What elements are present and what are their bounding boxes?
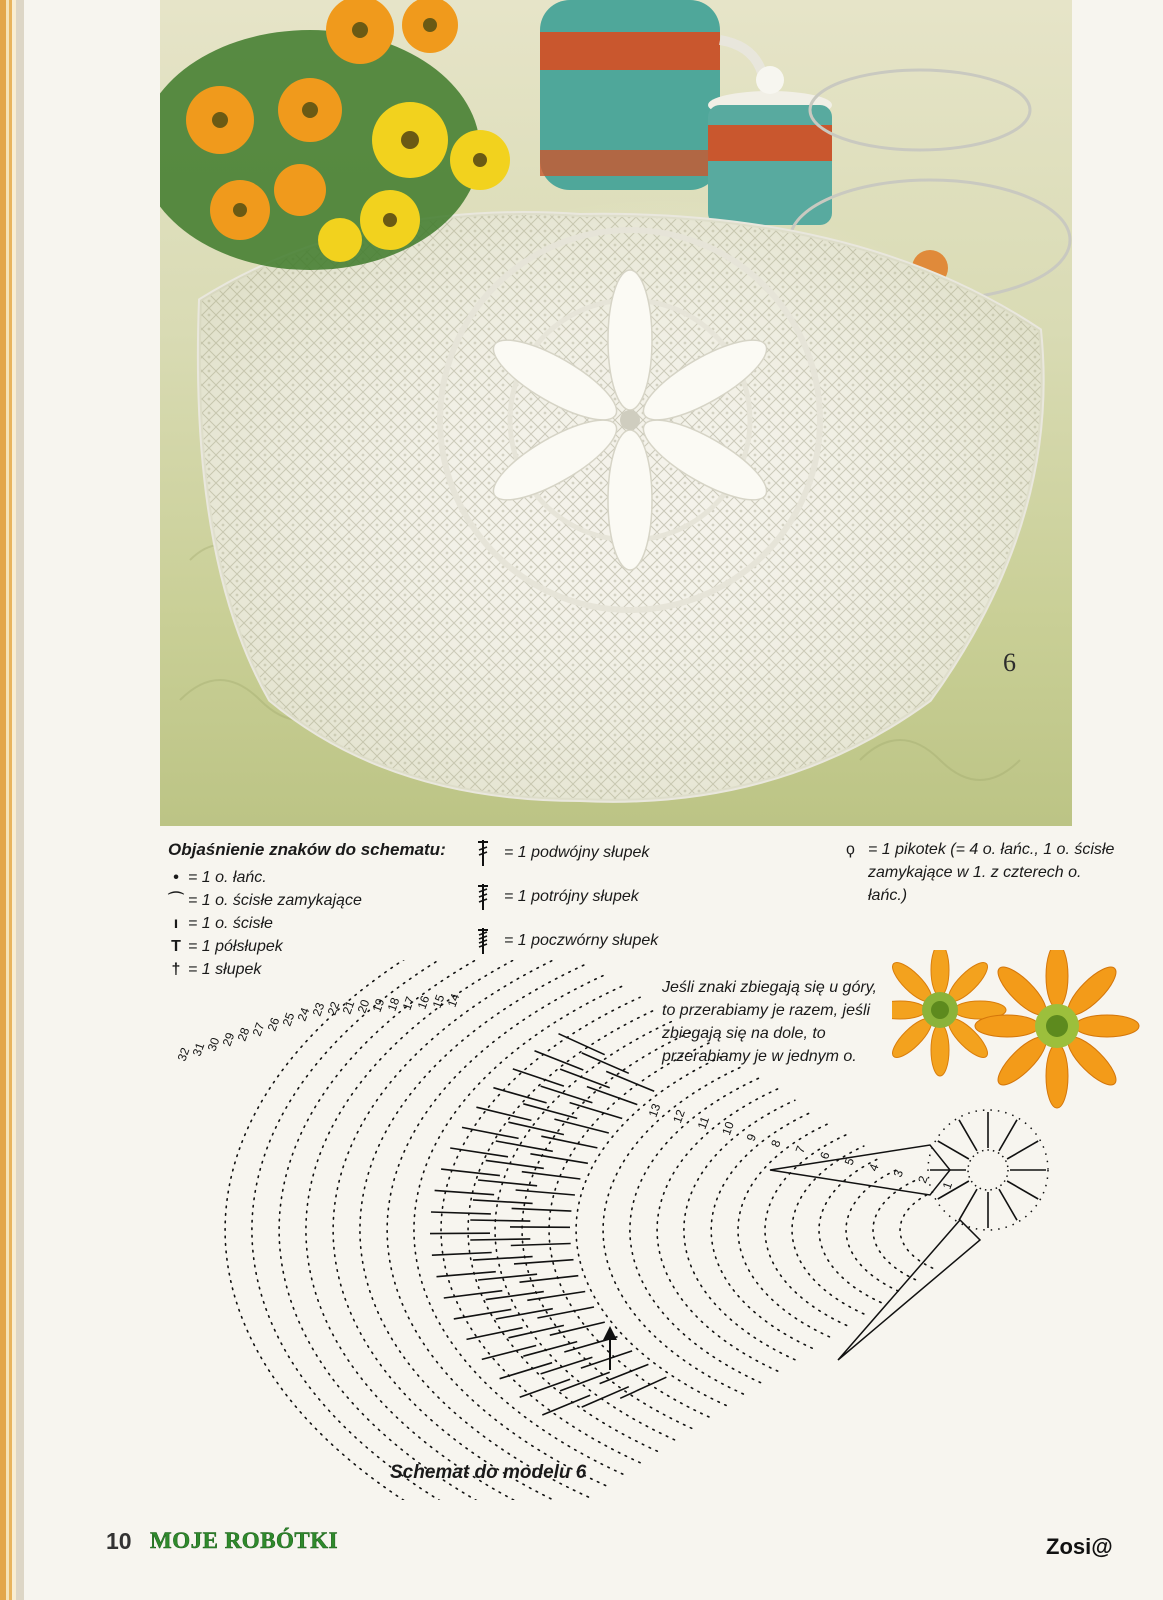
stitch-mark <box>550 1322 605 1335</box>
stitch-mark <box>432 1253 492 1256</box>
chain-arc <box>333 960 571 1500</box>
row-number: 1 <box>939 1179 956 1192</box>
stitch-mark <box>582 1053 629 1073</box>
model-number: 6 <box>1003 648 1016 677</box>
chain-arc <box>495 1020 674 1440</box>
row-number: 16 <box>414 993 433 1012</box>
legend-title: Objaśnienie znaków do schematu: <box>168 840 446 859</box>
stitch-mark <box>473 1257 533 1261</box>
half-double-crochet-icon: T <box>171 938 181 955</box>
row-number: 15 <box>429 992 448 1011</box>
crochet-chart <box>130 960 1090 1500</box>
row-number: 32 <box>174 1045 193 1064</box>
row-number: 30 <box>204 1035 223 1054</box>
chain-arc <box>846 1169 898 1291</box>
stitch-mark <box>482 1346 536 1360</box>
stitch-mark <box>1007 1141 1038 1159</box>
stitch-mark <box>462 1127 519 1138</box>
row-number: 13 <box>645 1101 664 1120</box>
legend-item: ⌒ = 1 o. ścisłe zamykające <box>168 889 362 912</box>
row-number: 5 <box>841 1155 858 1168</box>
center-motif <box>770 1110 1048 1360</box>
triple-treble-crochet-icon <box>472 926 494 956</box>
stitch-mark <box>470 1239 530 1240</box>
row-number: 4 <box>866 1161 882 1174</box>
stitch-mark <box>560 1069 610 1088</box>
stitch-mark <box>560 1372 610 1391</box>
stitch-mark <box>520 1276 579 1283</box>
row-number: 31 <box>189 1040 208 1059</box>
stitch-mark <box>493 1088 546 1103</box>
stitch-mark <box>959 1189 977 1220</box>
chain-arc <box>306 960 554 1500</box>
stitch-mark <box>467 1328 523 1340</box>
stitch-mark <box>508 1122 564 1134</box>
legend-picot: ϙ = 1 pikotek (= 4 o. łańc., 1 o. ścisłe zamykające w 1. z czterech o. łańc.) <box>846 838 1116 907</box>
stitch-mark <box>522 1172 581 1179</box>
row-number: 19 <box>369 996 388 1015</box>
stitch-mark <box>535 1051 584 1070</box>
chain-arc <box>765 1135 847 1326</box>
row-number: 24 <box>294 1005 313 1024</box>
stitch-mark <box>523 1104 577 1119</box>
stitch-mark <box>570 1103 623 1119</box>
page-edge <box>0 0 24 1600</box>
stitch-mark <box>478 1180 537 1186</box>
row-number: 29 <box>219 1030 238 1049</box>
row-number: 8 <box>768 1137 784 1150</box>
magazine-title: MOJE ROBÓTKI <box>150 1528 339 1553</box>
stitch-mark <box>606 1071 654 1091</box>
stitch-mark <box>512 1208 572 1211</box>
legend-item: = 1 podwójny słupek <box>472 838 658 868</box>
stitch-mark <box>541 1086 593 1103</box>
start-arrow-icon <box>603 1326 617 1370</box>
stitch-mark <box>470 1220 530 1221</box>
stitch-mark <box>511 1244 571 1246</box>
chain-arc <box>441 997 640 1462</box>
row-number: 27 <box>249 1020 268 1039</box>
row-number: 10 <box>719 1119 737 1138</box>
stitch-mark <box>999 1189 1017 1220</box>
legend-item: = 1 poczwórny słupek <box>472 926 658 956</box>
instruction-note: Jeśli znaki zbiegają się u góry, to przerabiamy je razem, jeśli zbiegają się na dole, to przerabiamy je w jednym o. <box>662 979 877 1065</box>
row-number: 26 <box>264 1015 283 1034</box>
row-number: 11 <box>694 1114 713 1132</box>
row-number: 6 <box>817 1149 833 1162</box>
stitch-mark <box>999 1120 1017 1151</box>
stitch-mark <box>437 1272 496 1277</box>
row-number: 17 <box>399 994 418 1013</box>
slip-stitch-icon: ⌒ <box>168 892 185 909</box>
chain-arc <box>792 1143 864 1314</box>
stitch-mark <box>959 1120 977 1151</box>
row-number: 14 <box>444 991 463 1010</box>
picot-icon: ϙ <box>846 841 855 858</box>
row-number: 12 <box>670 1107 688 1126</box>
chain-stitch-icon: • <box>173 869 179 886</box>
stitch-mark <box>478 1274 537 1280</box>
row-number: 3 <box>890 1167 907 1180</box>
chain-arc <box>522 1032 692 1429</box>
legend-item: • = 1 o. łańc. <box>168 866 362 889</box>
row-number: 21 <box>339 998 358 1017</box>
chain-arc <box>360 963 588 1497</box>
row-number: 22 <box>324 999 343 1018</box>
chain-arc <box>873 1180 915 1279</box>
double-crochet-icon: † <box>171 961 181 978</box>
stitch-mark <box>441 1169 500 1176</box>
row-number: 25 <box>279 1010 298 1029</box>
signature: Zosi@ <box>1046 1534 1113 1559</box>
stitch-mark <box>516 1190 575 1195</box>
legend-item: † = 1 słupek <box>168 958 362 981</box>
row-number: 2 <box>915 1173 931 1186</box>
sugar-bowl <box>708 66 832 225</box>
stitch-mark <box>520 1379 570 1397</box>
stitch-mark <box>1007 1181 1038 1199</box>
stitch-mark <box>444 1291 503 1298</box>
doily-photo-illustration <box>160 0 1072 826</box>
legend-item: T = 1 półsłupek <box>168 935 362 958</box>
stitch-mark <box>496 1141 553 1151</box>
doily <box>199 213 1043 801</box>
legend-column-2 <box>472 838 658 970</box>
row-number: 7 <box>792 1143 809 1156</box>
row-number: 23 <box>309 1000 328 1019</box>
diagram-caption: Schemat do modelu 6 <box>390 1462 587 1483</box>
stitch-mark <box>431 1212 491 1214</box>
chain-arc <box>279 960 537 1500</box>
stitch-mark <box>486 1160 544 1168</box>
page-number: 10 <box>106 1528 132 1554</box>
chain-arc <box>738 1123 829 1337</box>
row-number: 9 <box>743 1131 760 1144</box>
chain-arc <box>468 1009 657 1451</box>
row-number: 18 <box>384 995 403 1014</box>
stitch-mark <box>435 1190 495 1194</box>
stitch-mark <box>513 1069 564 1086</box>
stitch-mark <box>514 1260 574 1264</box>
stitch-mark <box>450 1148 508 1157</box>
legend-item: = 1 potrójny słupek <box>472 882 658 912</box>
row-number: 20 <box>354 997 373 1016</box>
stitch-mark <box>500 1363 552 1379</box>
doily-photo <box>160 0 1072 826</box>
stitch-mark <box>473 1200 533 1204</box>
stitch-mark <box>523 1342 577 1357</box>
row-number: 28 <box>234 1025 253 1044</box>
stitch-mark <box>476 1107 531 1120</box>
stitch-mark <box>554 1119 608 1133</box>
stitch-mark <box>938 1141 969 1159</box>
single-crochet-icon: ı <box>173 915 179 932</box>
chain-arc <box>414 986 623 1474</box>
legend-item: ı = 1 o. ścisłe <box>168 912 362 935</box>
stitch-mark <box>508 1325 564 1337</box>
chain-arc <box>657 1089 778 1371</box>
double-treble-crochet-icon <box>472 882 494 912</box>
treble-crochet-icon <box>472 838 494 868</box>
chain-arc <box>249 960 520 1500</box>
